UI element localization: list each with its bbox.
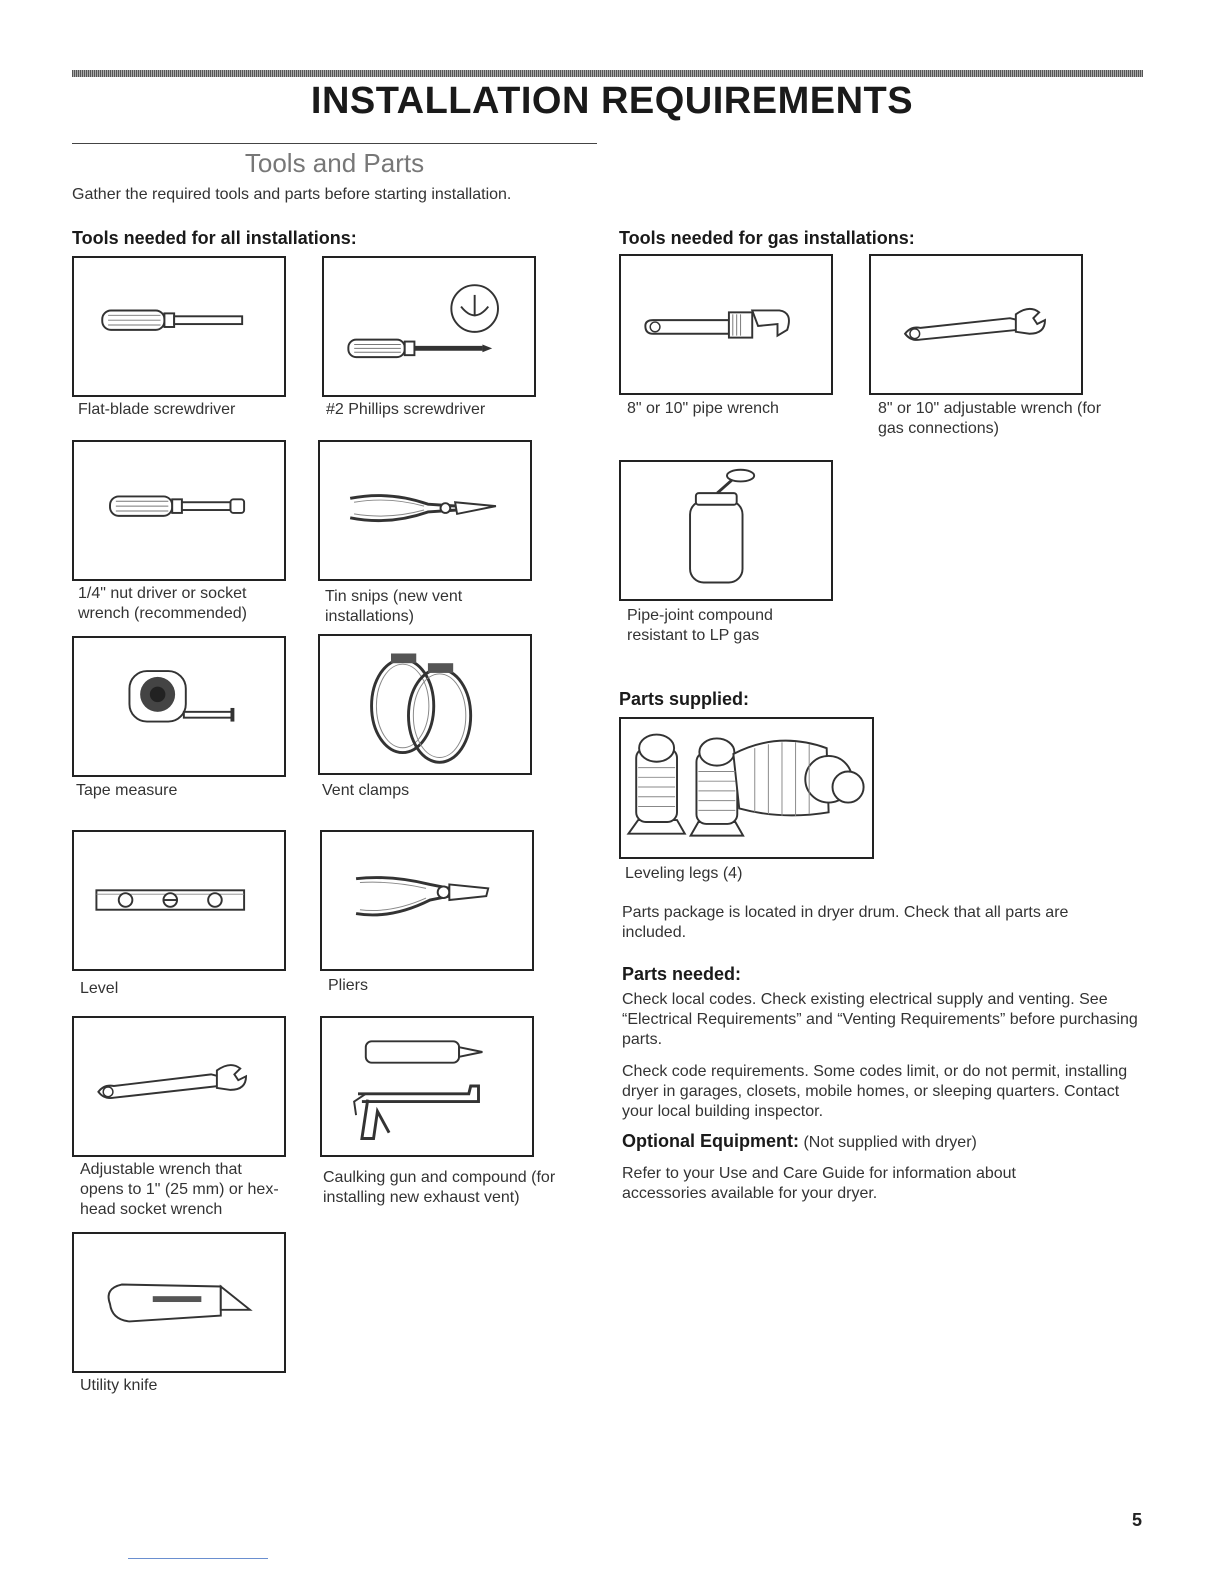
tape-measure-icon	[74, 638, 284, 775]
caption-adjustable-wrench: Adjustable wrench that opens to 1" (25 mm) or hex-head socket wrench	[80, 1161, 279, 1218]
level-figure	[72, 830, 286, 971]
caption-nut-driver: 1/4" nut driver or socket wrench (recommended)	[78, 585, 247, 622]
pipe-wrench-icon	[621, 256, 831, 393]
vent-clamps-icon	[320, 636, 530, 773]
phillips-screwdriver-icon	[324, 258, 534, 395]
section-title: Tools and Parts	[244, 148, 425, 178]
parts-needed-para-1: Check local codes. Check existing electrical supply and venting. See “Electrical Requirements” and “Venting Requirements” before purchasing parts.	[622, 991, 1138, 1048]
tools-all-heading: Tools needed for all installations:	[72, 228, 357, 248]
leveling-legs-figure	[619, 717, 874, 859]
flat-screwdriver-icon	[74, 258, 284, 395]
caption-tape-measure: Tape measure	[76, 782, 178, 799]
section-divider	[72, 143, 597, 144]
vent-clamps-figure	[318, 634, 532, 775]
nut-driver-icon	[74, 442, 284, 579]
footer-line	[128, 1558, 268, 1559]
pliers-figure	[320, 830, 534, 971]
top-rule-bar	[72, 70, 1143, 77]
utility-knife-icon	[74, 1234, 284, 1371]
adjustable-wrench-icon	[871, 256, 1081, 393]
parts-supplied-heading: Parts supplied:	[619, 689, 750, 709]
pipe-joint-compound-figure	[619, 460, 833, 601]
tape-measure-figure	[72, 636, 286, 777]
leveling-legs-icon	[621, 719, 872, 857]
optional-equipment-note: (Not supplied with dryer)	[803, 1134, 977, 1151]
caption-vent-clamps: Vent clamps	[322, 782, 410, 799]
tin-snips-icon	[320, 442, 530, 579]
parts-needed-heading: Parts needed:	[622, 964, 742, 984]
page-number: 5	[1131, 1510, 1142, 1530]
adjustable-wrench-figure	[72, 1016, 286, 1157]
optional-equipment-text: Refer to your Use and Care Guide for information about accessories available for your dryer.	[622, 1165, 1016, 1202]
gas-adjustable-wrench-figure	[869, 254, 1083, 395]
pliers-icon	[322, 832, 532, 969]
caption-level: Level	[80, 980, 119, 997]
caption-utility-knife: Utility knife	[80, 1377, 158, 1394]
pipe-wrench-figure	[619, 254, 833, 395]
caulking-gun-icon	[322, 1018, 532, 1155]
parts-supplied-note: Parts package is located in dryer drum. Check that all parts are included.	[622, 904, 1069, 941]
utility-knife-figure	[72, 1232, 286, 1373]
tools-gas-heading: Tools needed for gas installations:	[619, 228, 915, 248]
caption-flat-screwdriver: Flat-blade screwdriver	[78, 401, 236, 418]
caulking-gun-figure	[320, 1016, 534, 1157]
caption-phillips-screwdriver: #2 Phillips screwdriver	[326, 401, 486, 418]
caption-tin-snips: Tin snips (new vent installations)	[325, 588, 463, 625]
parts-needed-para-2: Check code requirements. Some codes limit, or do not permit, installing dryer in garages, closets, mobile homes, or sleeping quarters. Contact your local building inspector.	[622, 1063, 1128, 1120]
tin-snips-figure	[318, 440, 532, 581]
optional-equipment-label: Optional Equipment:	[622, 1131, 799, 1151]
page-title: INSTALLATION REQUIREMENTS	[310, 80, 914, 122]
flat-screwdriver-figure	[72, 256, 286, 397]
caption-caulking-gun: Caulking gun and compound (for installing new exhaust vent)	[323, 1169, 556, 1206]
caption-pipe-wrench: 8" or 10" pipe wrench	[627, 400, 779, 417]
caption-pipe-joint-compound: Pipe-joint compound resistant to LP gas	[627, 607, 773, 644]
caption-pliers: Pliers	[328, 977, 369, 994]
intro-text: Gather the required tools and parts before starting installation.	[72, 186, 512, 203]
level-icon	[74, 832, 284, 969]
adjustable-wrench-icon	[74, 1018, 284, 1155]
pipe-joint-compound-icon	[621, 462, 831, 599]
caption-leveling-legs: Leveling legs (4)	[625, 865, 743, 882]
optional-equipment-line	[622, 1131, 977, 1152]
caption-gas-adjustable-wrench: 8" or 10" adjustable wrench (for gas connections)	[878, 400, 1102, 437]
nut-driver-figure	[72, 440, 286, 581]
phillips-screwdriver-figure	[322, 256, 536, 397]
